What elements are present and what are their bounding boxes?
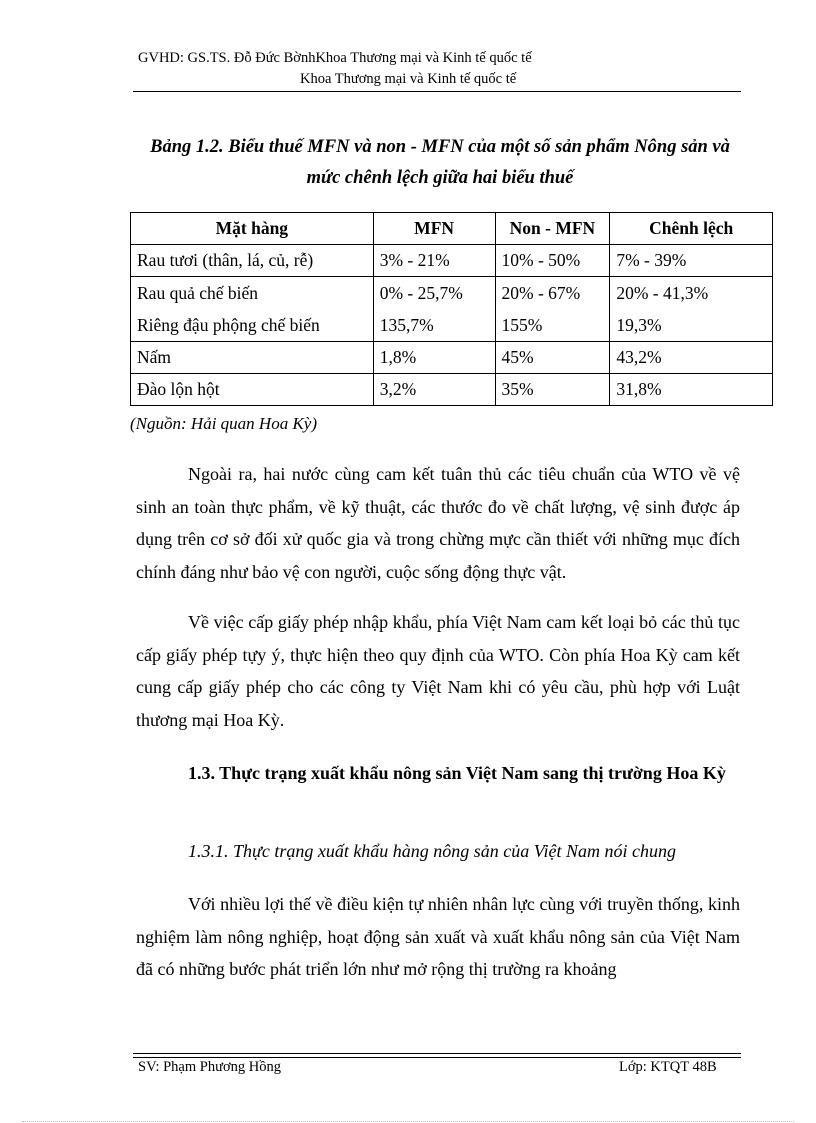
table-cell: 7% - 39% xyxy=(610,245,773,277)
table-cell: 1,8% xyxy=(373,342,495,374)
table-cell: 45% xyxy=(495,342,610,374)
table-cell xyxy=(610,277,773,342)
column-header: MFN xyxy=(373,213,495,245)
cell-line: 20% - 67% xyxy=(501,283,581,303)
table-row xyxy=(131,277,773,342)
subsection-heading: 1.3.1. Thực trạng xuất khẩu hàng nông sản của Việt Nam nói chung xyxy=(188,841,676,861)
cell-line: Riêng đậu phộng chế biến xyxy=(137,315,320,335)
cell-line: 155% xyxy=(501,315,543,335)
table-cell xyxy=(131,277,374,342)
cell-line: Rau quả chế biến xyxy=(137,283,258,303)
paragraph-2: Về việc cấp giấy phép nhập khẩu, phía Việt Nam cam kết loại bỏ các thủ tục cấp giấy phép tựy ý, thực hiện theo quy định của WTO. Còn phía Hoa Kỳ cam kết cung cấp giấy phép cho các công ty Việt Nam khi có yêu cầu, phù hợp với Luật thương mại Hoa Kỳ. xyxy=(136,612,740,730)
table-cell: Nấm xyxy=(131,342,374,374)
footer-class: Lớp: KTQT 48B xyxy=(619,1059,717,1075)
table-row xyxy=(131,374,773,406)
column-header: Chênh lệch xyxy=(610,213,773,245)
cell-line: 19,3% xyxy=(616,315,662,335)
cell-line: 135,7% xyxy=(379,315,434,335)
tariff-table xyxy=(130,212,773,406)
table-row xyxy=(131,342,773,374)
table-cell: 3% - 21% xyxy=(373,245,495,277)
table-source: (Nguồn: Hải quan Hoa Kỳ) xyxy=(130,414,317,433)
paragraph-3: Với nhiều lợi thế về điều kiện tự nhiên nhân lực cùng với truyền thống, kinh nghiệm làm nông nghiệp, hoạt động sản xuất và xuất khẩu nông sản của Việt Nam đã có những bước phát triển lớn như mở rộng thị trường ra khoảng xyxy=(136,894,740,979)
table-cell: 35% xyxy=(495,374,610,406)
table-cell xyxy=(495,277,610,342)
table-cell: 10% - 50% xyxy=(495,245,610,277)
page-edge xyxy=(22,1121,794,1122)
table-cell: Rau tươi (thân, lá, củ, rễ) xyxy=(131,245,374,277)
table-row xyxy=(131,245,773,277)
paragraph-1: Ngoài ra, hai nước cùng cam kết tuân thủ các tiêu chuẩn của WTO về vệ sinh an toàn thực phẩm, về kỹ thuật, các thước đo về chất lượng, vệ sinh được áp dụng trên cơ sở đối xử quốc gia và trong chừng mực cần thiết với những mục đích chính đáng như bảo vệ con người, cuộc sống động thực vật. xyxy=(136,464,740,582)
caption-line-2: mức chênh lệch giữa hai biểu thuế xyxy=(306,168,574,188)
caption-line-1: Bảng 1.2. Biểu thuế MFN và non - MFN của một số sản phẩm Nông sản và xyxy=(150,137,730,157)
table-cell xyxy=(373,277,495,342)
section-heading: 1.3. Thực trạng xuất khẩu nông sản Việt Nam sang thị trường Hoa Kỳ xyxy=(188,763,726,783)
table-cell: 3,2% xyxy=(373,374,495,406)
cell-line: 20% - 41,3% xyxy=(616,283,709,303)
table-cell: Đào lộn hột xyxy=(131,374,374,406)
footer-student: SV: Phạm Phương Hồng xyxy=(138,1059,281,1075)
cell-line: 0% - 25,7% xyxy=(379,283,463,303)
table-cell: 31,8% xyxy=(610,374,773,406)
header-supervisor: GVHD: GS.TS. Đỗ Đức BờnhKhoa Thương mại và Kinh tế quốc tế xyxy=(138,50,532,66)
table-header-row xyxy=(131,213,773,245)
header-rule xyxy=(133,91,741,92)
header-faculty: Khoa Thương mại và Kinh tế quốc tế xyxy=(300,71,517,87)
column-header: Mặt hàng xyxy=(131,213,374,245)
table-caption xyxy=(125,132,755,194)
footer-rule xyxy=(133,1053,741,1058)
table-cell: 43,2% xyxy=(610,342,773,374)
column-header: Non - MFN xyxy=(495,213,610,245)
